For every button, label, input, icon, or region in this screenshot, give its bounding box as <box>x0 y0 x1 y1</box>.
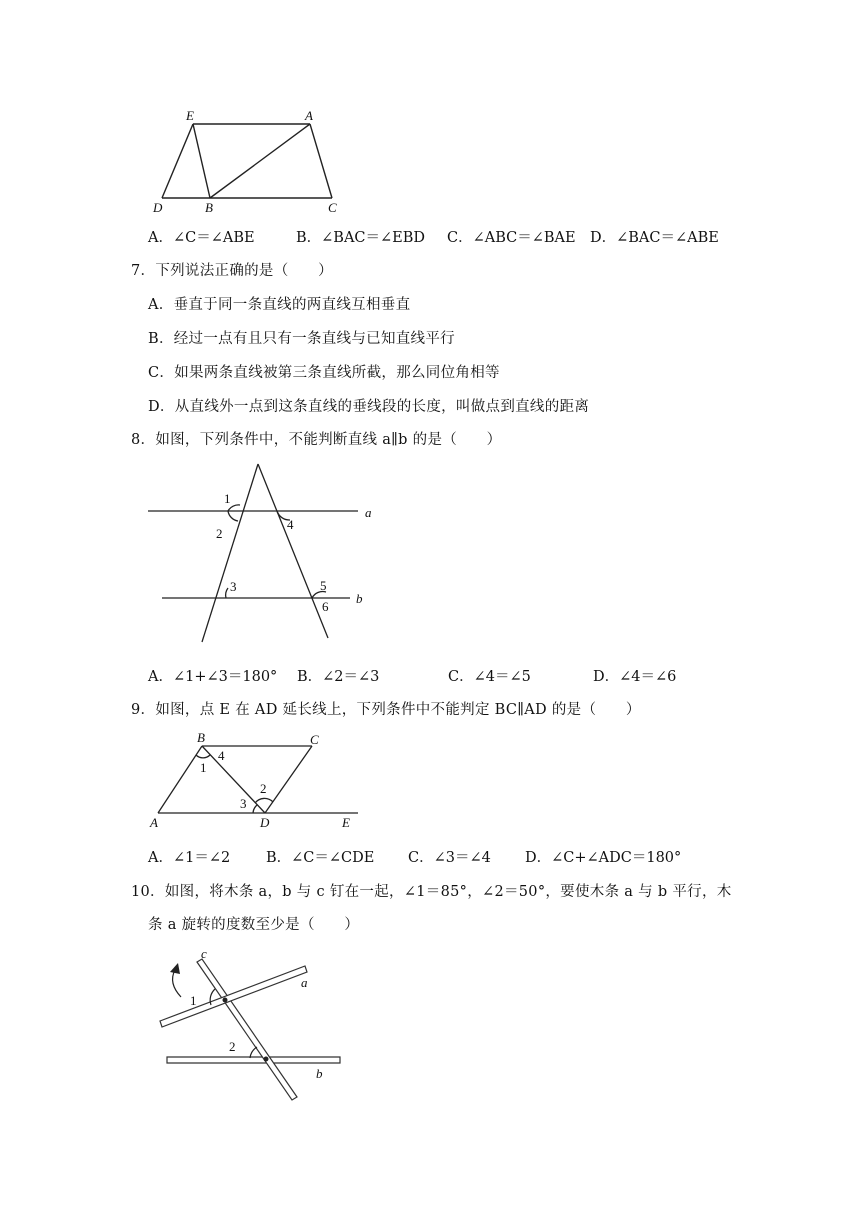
q8-angle-1: 1 <box>224 491 231 506</box>
q10-label-c: c <box>201 946 207 961</box>
q8-angle-4: 4 <box>287 517 294 532</box>
q6-label-C: C <box>328 200 337 215</box>
q8-angle-6: 6 <box>322 599 329 614</box>
q7-option-d: D．从直线外一点到这条直线的垂线段的长度，叫做点到直线的距离 <box>148 399 590 415</box>
q8-angle-3: 3 <box>230 579 237 594</box>
q9-label-B: B <box>197 730 205 745</box>
q6-label-B: B <box>205 200 213 215</box>
q9-option-d: D．∠C+∠ADC＝180° <box>525 850 682 866</box>
q9-label-A: A <box>150 815 158 830</box>
q7-option-b: B．经过一点有且只有一条直线与已知直线平行 <box>148 331 455 347</box>
q6-option-b: B．∠BAC＝∠EBD <box>296 230 426 246</box>
q10-angle-1: 1 <box>190 993 197 1008</box>
q6-option-a: A．∠C＝∠ABE <box>148 230 255 246</box>
q9-angle-3: 3 <box>240 796 247 811</box>
q9-figure <box>140 727 370 837</box>
q9-angle-2: 2 <box>260 781 267 796</box>
q9-option-a: A．∠1＝∠2 <box>148 850 231 866</box>
q9-label-D: D <box>260 815 270 830</box>
q10-label-a: a <box>301 975 308 990</box>
q10-figure <box>145 945 360 1110</box>
q7-option-c: C．如果两条直线被第三条直线所截，那么同位角相等 <box>148 365 500 381</box>
q9-angle-4: 4 <box>218 748 225 763</box>
q8-option-d: D．∠4＝∠6 <box>593 669 677 685</box>
q8-option-a: A．∠1+∠3＝180° <box>148 669 278 685</box>
q9-label-C: C <box>310 732 319 747</box>
q9-option-c: C．∠3＝∠4 <box>408 850 491 866</box>
q6-option-d: D．∠BAC＝∠ABE <box>590 230 719 246</box>
q9-option-b: B．∠C＝∠CDE <box>266 850 375 866</box>
q8-option-b: B．∠2＝∠3 <box>297 669 380 685</box>
q10-stem-line2: 条 a 旋转的度数至少是（ ） <box>148 917 360 933</box>
q6-label-E: E <box>186 108 194 123</box>
q7-stem: 7．下列说法正确的是（ ） <box>131 263 333 279</box>
q8-option-c: C．∠4＝∠5 <box>448 669 531 685</box>
q10-label-b: b <box>316 1066 323 1081</box>
q6-label-A: A <box>305 108 313 123</box>
q8-figure <box>140 460 390 650</box>
q6-label-D: D <box>153 200 163 215</box>
q8-label-b: b <box>356 591 363 606</box>
q8-label-a: a <box>365 505 372 520</box>
q10-stem-line1: 10．如图，将木条 a，b 与 c 钉在一起，∠1＝85°，∠2＝50°，要使木条 a 与 b 平行，木 <box>131 884 732 900</box>
q6-option-c: C．∠ABC＝∠BAE <box>447 230 576 246</box>
q9-stem: 9．如图，点 E 在 AD 延长线上，下列条件中不能判定 BC∥AD 的是（ ） <box>131 702 641 718</box>
q9-label-E: E <box>342 815 350 830</box>
q6-figure <box>140 100 360 220</box>
q8-stem: 8．如图，下列条件中，不能判断直线 a∥b 的是（ ） <box>131 432 502 448</box>
q10-angle-2: 2 <box>229 1039 236 1054</box>
q8-angle-5: 5 <box>320 578 327 593</box>
q9-angle-1: 1 <box>200 760 207 775</box>
rotation-arrow-icon <box>170 963 180 974</box>
q8-angle-2: 2 <box>216 526 223 541</box>
q7-option-a: A．垂直于同一条直线的两直线互相垂直 <box>148 297 411 313</box>
